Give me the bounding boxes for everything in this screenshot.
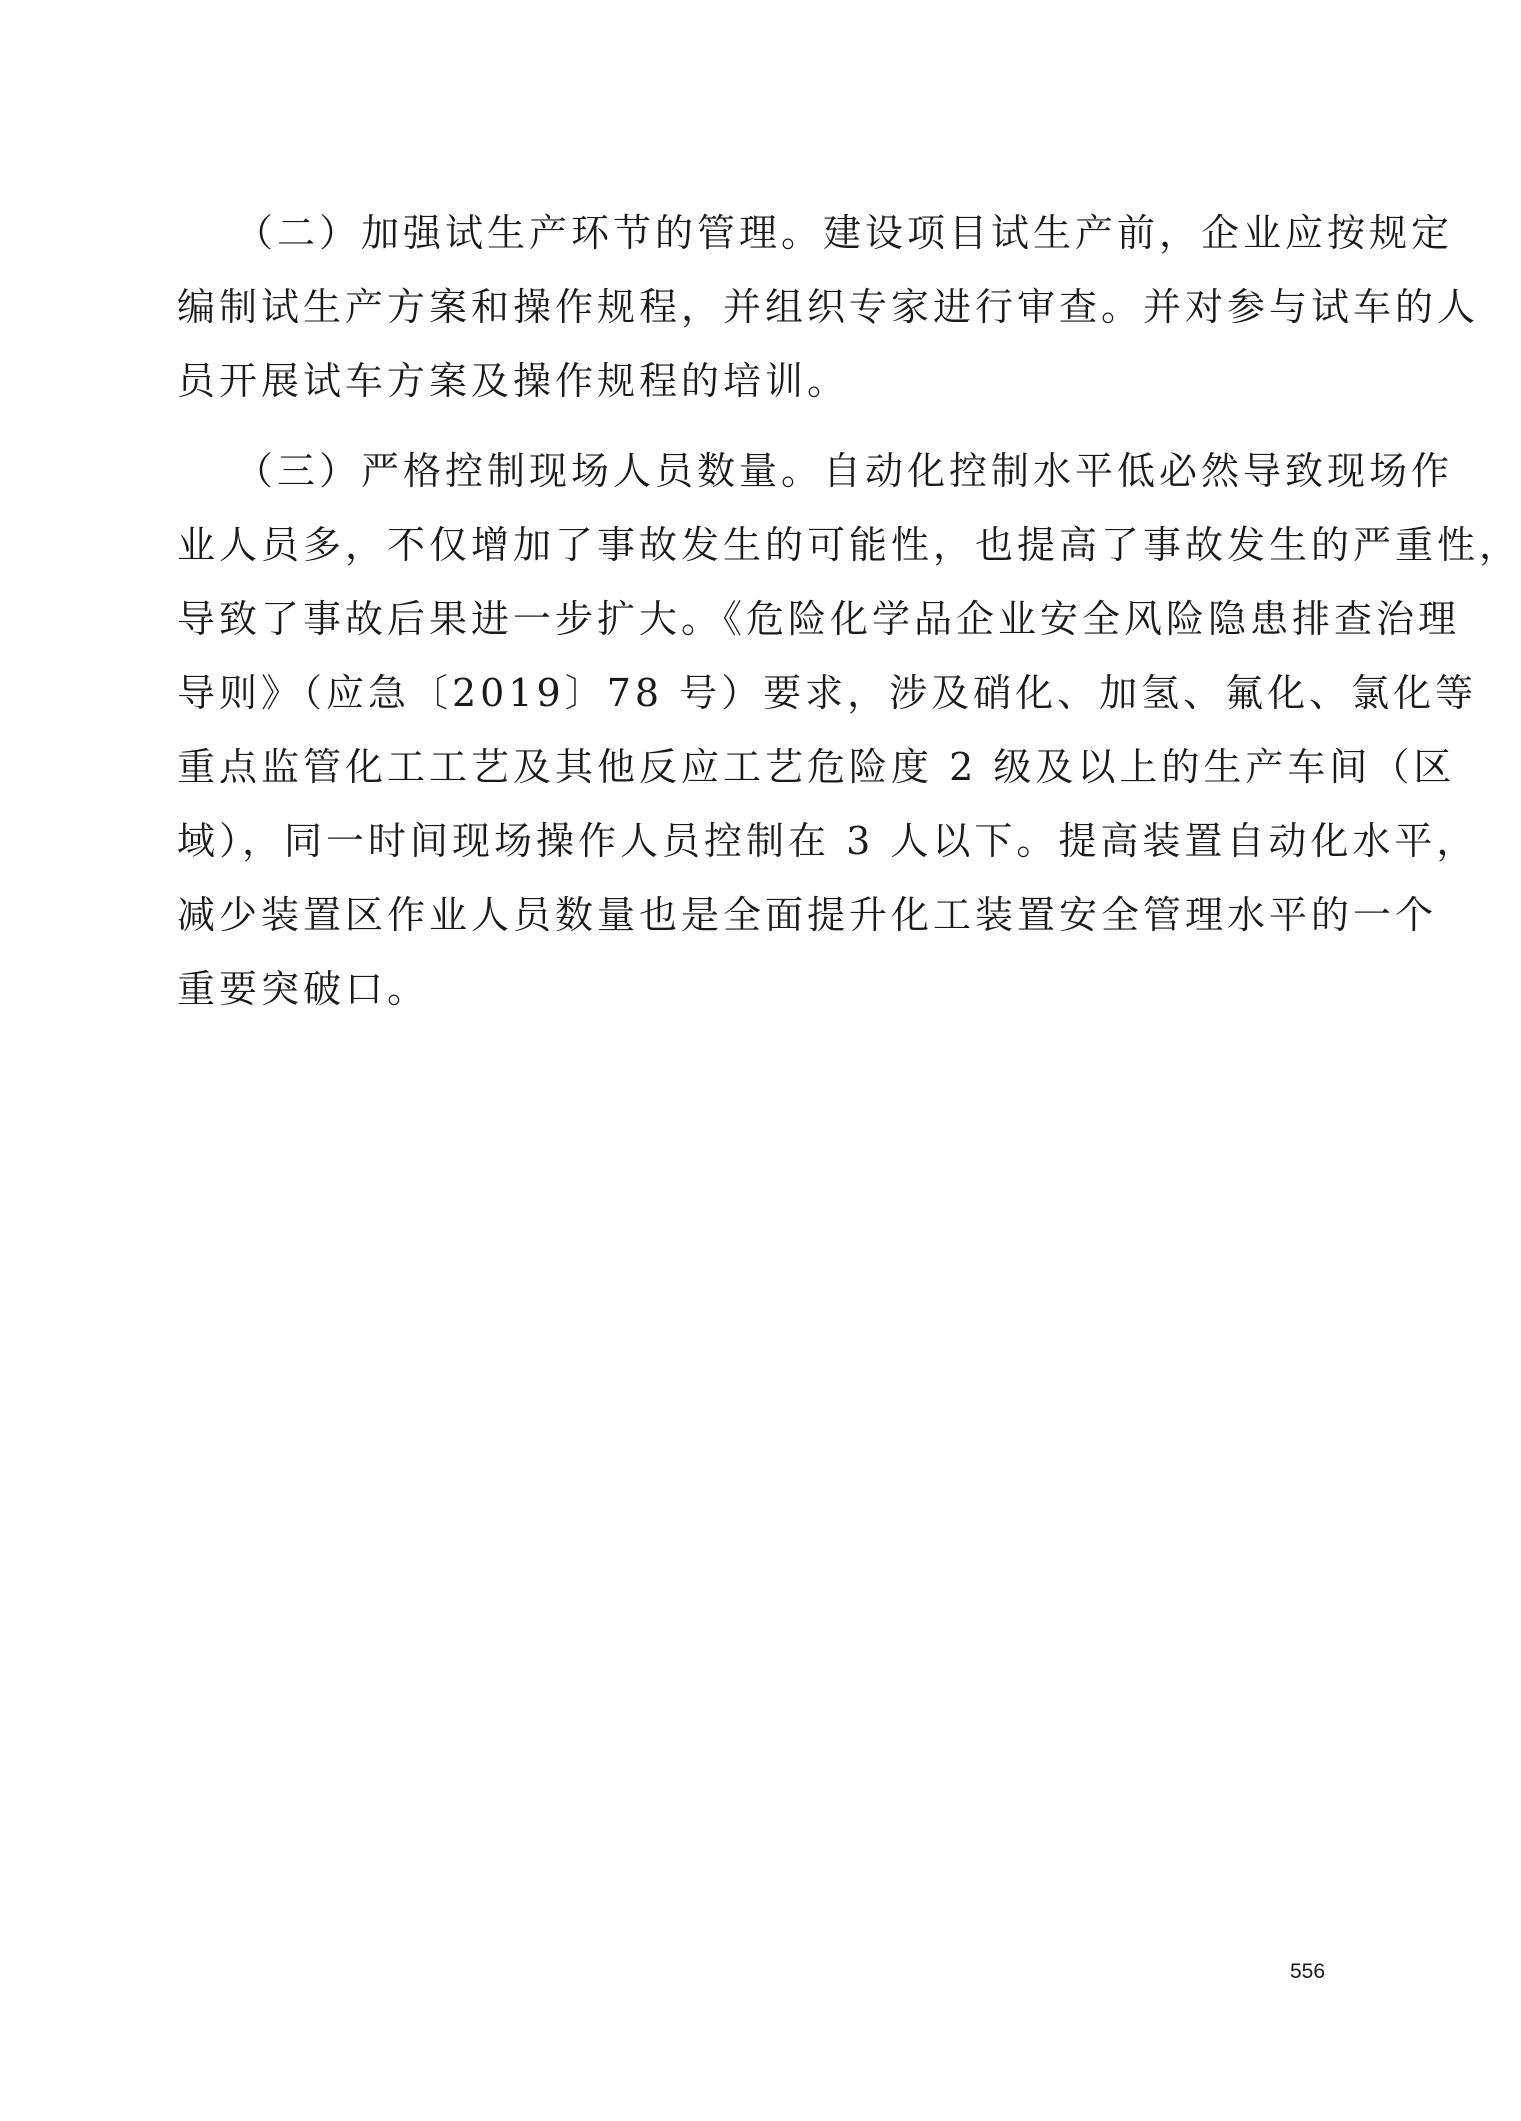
paragraph-line: 域），同一时间现场操作人员控制在 3 人以下。提高装置自动化水平， — [177, 819, 1479, 863]
paragraph-line: （三）严格控制现场人员数量。自动化控制水平低必然导致现场作 — [235, 449, 1454, 493]
document-body — [177, 196, 1521, 1042]
paragraph-line: 编制试生产方案和操作规程，并组织专家进行审查。并对参与试车的人 — [177, 285, 1480, 329]
paragraph-line: 导则》（应急〔2019〕78 号）要求，涉及硝化、加氢、氟化、氯化等 — [177, 671, 1478, 715]
page-number: 556 — [1290, 1960, 1326, 1983]
paragraph-line: 业人员多，不仅增加了事故发生的可能性，也提高了事故发生的严重性， — [177, 523, 1521, 567]
paragraph-line: 重点监管化工工艺及其他反应工艺危险度 2 级及以上的生产车间（区 — [177, 745, 1456, 789]
paragraph-line: 导致了事故后果进一步扩大。《危险化学品企业安全风险隐患排查治理 — [177, 597, 1461, 641]
paragraph-line: 员开展试车方案及操作规程的培训。 — [177, 359, 850, 403]
paragraph-line: （二）加强试生产环节的管理。建设项目试生产前，企业应按规定 — [235, 211, 1454, 255]
paragraph-trial-production — [177, 196, 1480, 418]
paragraph-line: 减少装置区作业人员数量也是全面提升化工装置安全管理水平的一个 — [177, 893, 1438, 937]
paragraph-line: 重要突破口。 — [177, 967, 430, 1011]
paragraph-personnel-control — [177, 434, 1521, 1026]
